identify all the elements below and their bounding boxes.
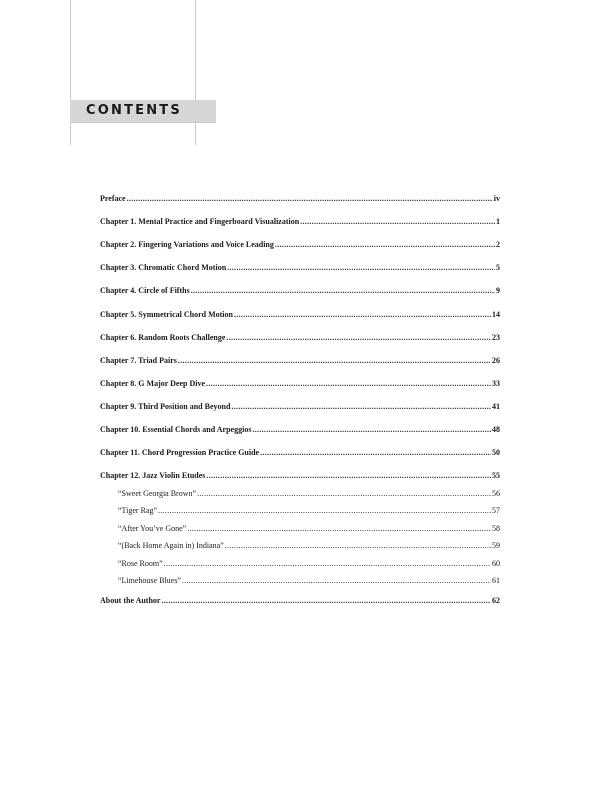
toc-title: Chapter 12. Jazz Violin Etudes [100,471,206,481]
dot-leader [187,524,491,534]
toc-entry[interactable] [100,286,500,296]
toc-title: Chapter 3. Chromatic Chord Motion [100,263,227,273]
toc-title: Chapter 1. Mental Practice and Fingerboard Visualization [100,217,300,227]
toc-page-number: 61 [492,576,500,586]
margin-rule-right [195,0,196,145]
toc-title: “(Back Home Again in) Indiana” [118,541,224,551]
toc-page-number: 41 [492,401,500,411]
toc-entry[interactable] [100,263,500,273]
toc-entry[interactable] [100,217,500,227]
toc-entry[interactable] [100,194,500,204]
toc-page-number: 14 [492,309,500,319]
toc-title: Chapter 7. Triad Pairs [100,355,177,365]
dot-leader [275,240,495,250]
dot-leader [182,576,491,586]
dot-leader [164,559,491,569]
toc-page-number: 50 [492,448,500,458]
margin-rule-left [70,0,71,145]
toc-page-number: 56 [492,488,500,498]
dot-leader [197,489,491,499]
toc-page-number: iv [493,194,500,203]
toc-subentry[interactable] [118,559,500,569]
toc-entry[interactable] [100,310,500,320]
toc-page-number: 9 [496,286,500,296]
toc-page-number: 1 [496,217,500,227]
toc-entry[interactable] [100,596,500,606]
toc-title: Chapter 8. G Major Deep Dive [100,378,206,388]
toc-page-number: 2 [496,240,500,250]
toc-title: Chapter 6. Random Roots Challenge [100,332,226,342]
toc-entry[interactable] [100,379,500,389]
dot-leader [161,596,491,606]
dot-leader [206,471,491,481]
heading-underline [70,122,216,123]
dot-leader [234,310,491,320]
dot-leader [260,448,491,458]
toc-page-number: 62 [492,595,500,605]
toc-title: “Tiger Rag” [118,506,158,516]
toc-page-number: 26 [492,355,500,365]
toc-title: “After You’ve Gone” [118,523,187,533]
dot-leader [127,194,493,204]
toc-page-number: 58 [492,523,500,533]
toc-page-number: 5 [496,263,500,273]
page-title: CONTENTS [86,103,182,118]
toc-page-number: 48 [492,425,500,434]
toc-title: “Rose Room” [118,558,163,568]
dot-leader [191,286,495,296]
toc-entry[interactable] [100,448,500,458]
toc-title: Preface [100,194,126,203]
toc-title: About the Author [100,595,161,605]
toc-page-number: 55 [492,471,500,481]
toc-entry[interactable] [100,471,500,481]
toc-subentry[interactable] [118,506,500,516]
toc-title: Chapter 10. Essential Chords and Arpeggios [100,425,252,434]
dot-leader [158,506,491,516]
toc-subentry[interactable] [118,541,500,551]
toc-subentry[interactable] [118,489,500,499]
toc-entry[interactable] [100,356,500,366]
toc-entry[interactable] [100,425,500,435]
dot-leader [231,402,491,412]
toc-title: Chapter 11. Chord Progression Practice Guide [100,448,260,458]
toc-title: Chapter 5. Symmetrical Chord Motion [100,309,233,319]
dot-leader [227,263,495,273]
toc-page-number: 57 [492,506,500,516]
dot-leader [226,333,491,343]
dot-leader [206,379,491,389]
toc-title: “Limehouse Blues” [118,576,181,586]
dot-leader [178,356,491,366]
toc-entry[interactable] [100,333,500,343]
dot-leader [252,425,491,435]
toc-title: “Sweet Georgia Brown” [118,488,197,498]
toc-page-number: 59 [492,541,500,551]
toc-subentry[interactable] [118,576,500,586]
toc-page-number: 23 [492,332,500,342]
dot-leader [300,217,495,227]
toc-title: Chapter 4. Circle of Fifths [100,286,190,296]
toc-page-number: 33 [492,378,500,388]
toc-page-number: 60 [492,558,500,568]
toc-entry[interactable] [100,240,500,250]
toc-subentry[interactable] [118,524,500,534]
toc-entry[interactable] [100,402,500,412]
toc-title: Chapter 2. Fingering Variations and Voice Leading [100,240,274,250]
dot-leader [225,541,491,551]
toc-title: Chapter 9. Third Position and Beyond [100,401,231,411]
